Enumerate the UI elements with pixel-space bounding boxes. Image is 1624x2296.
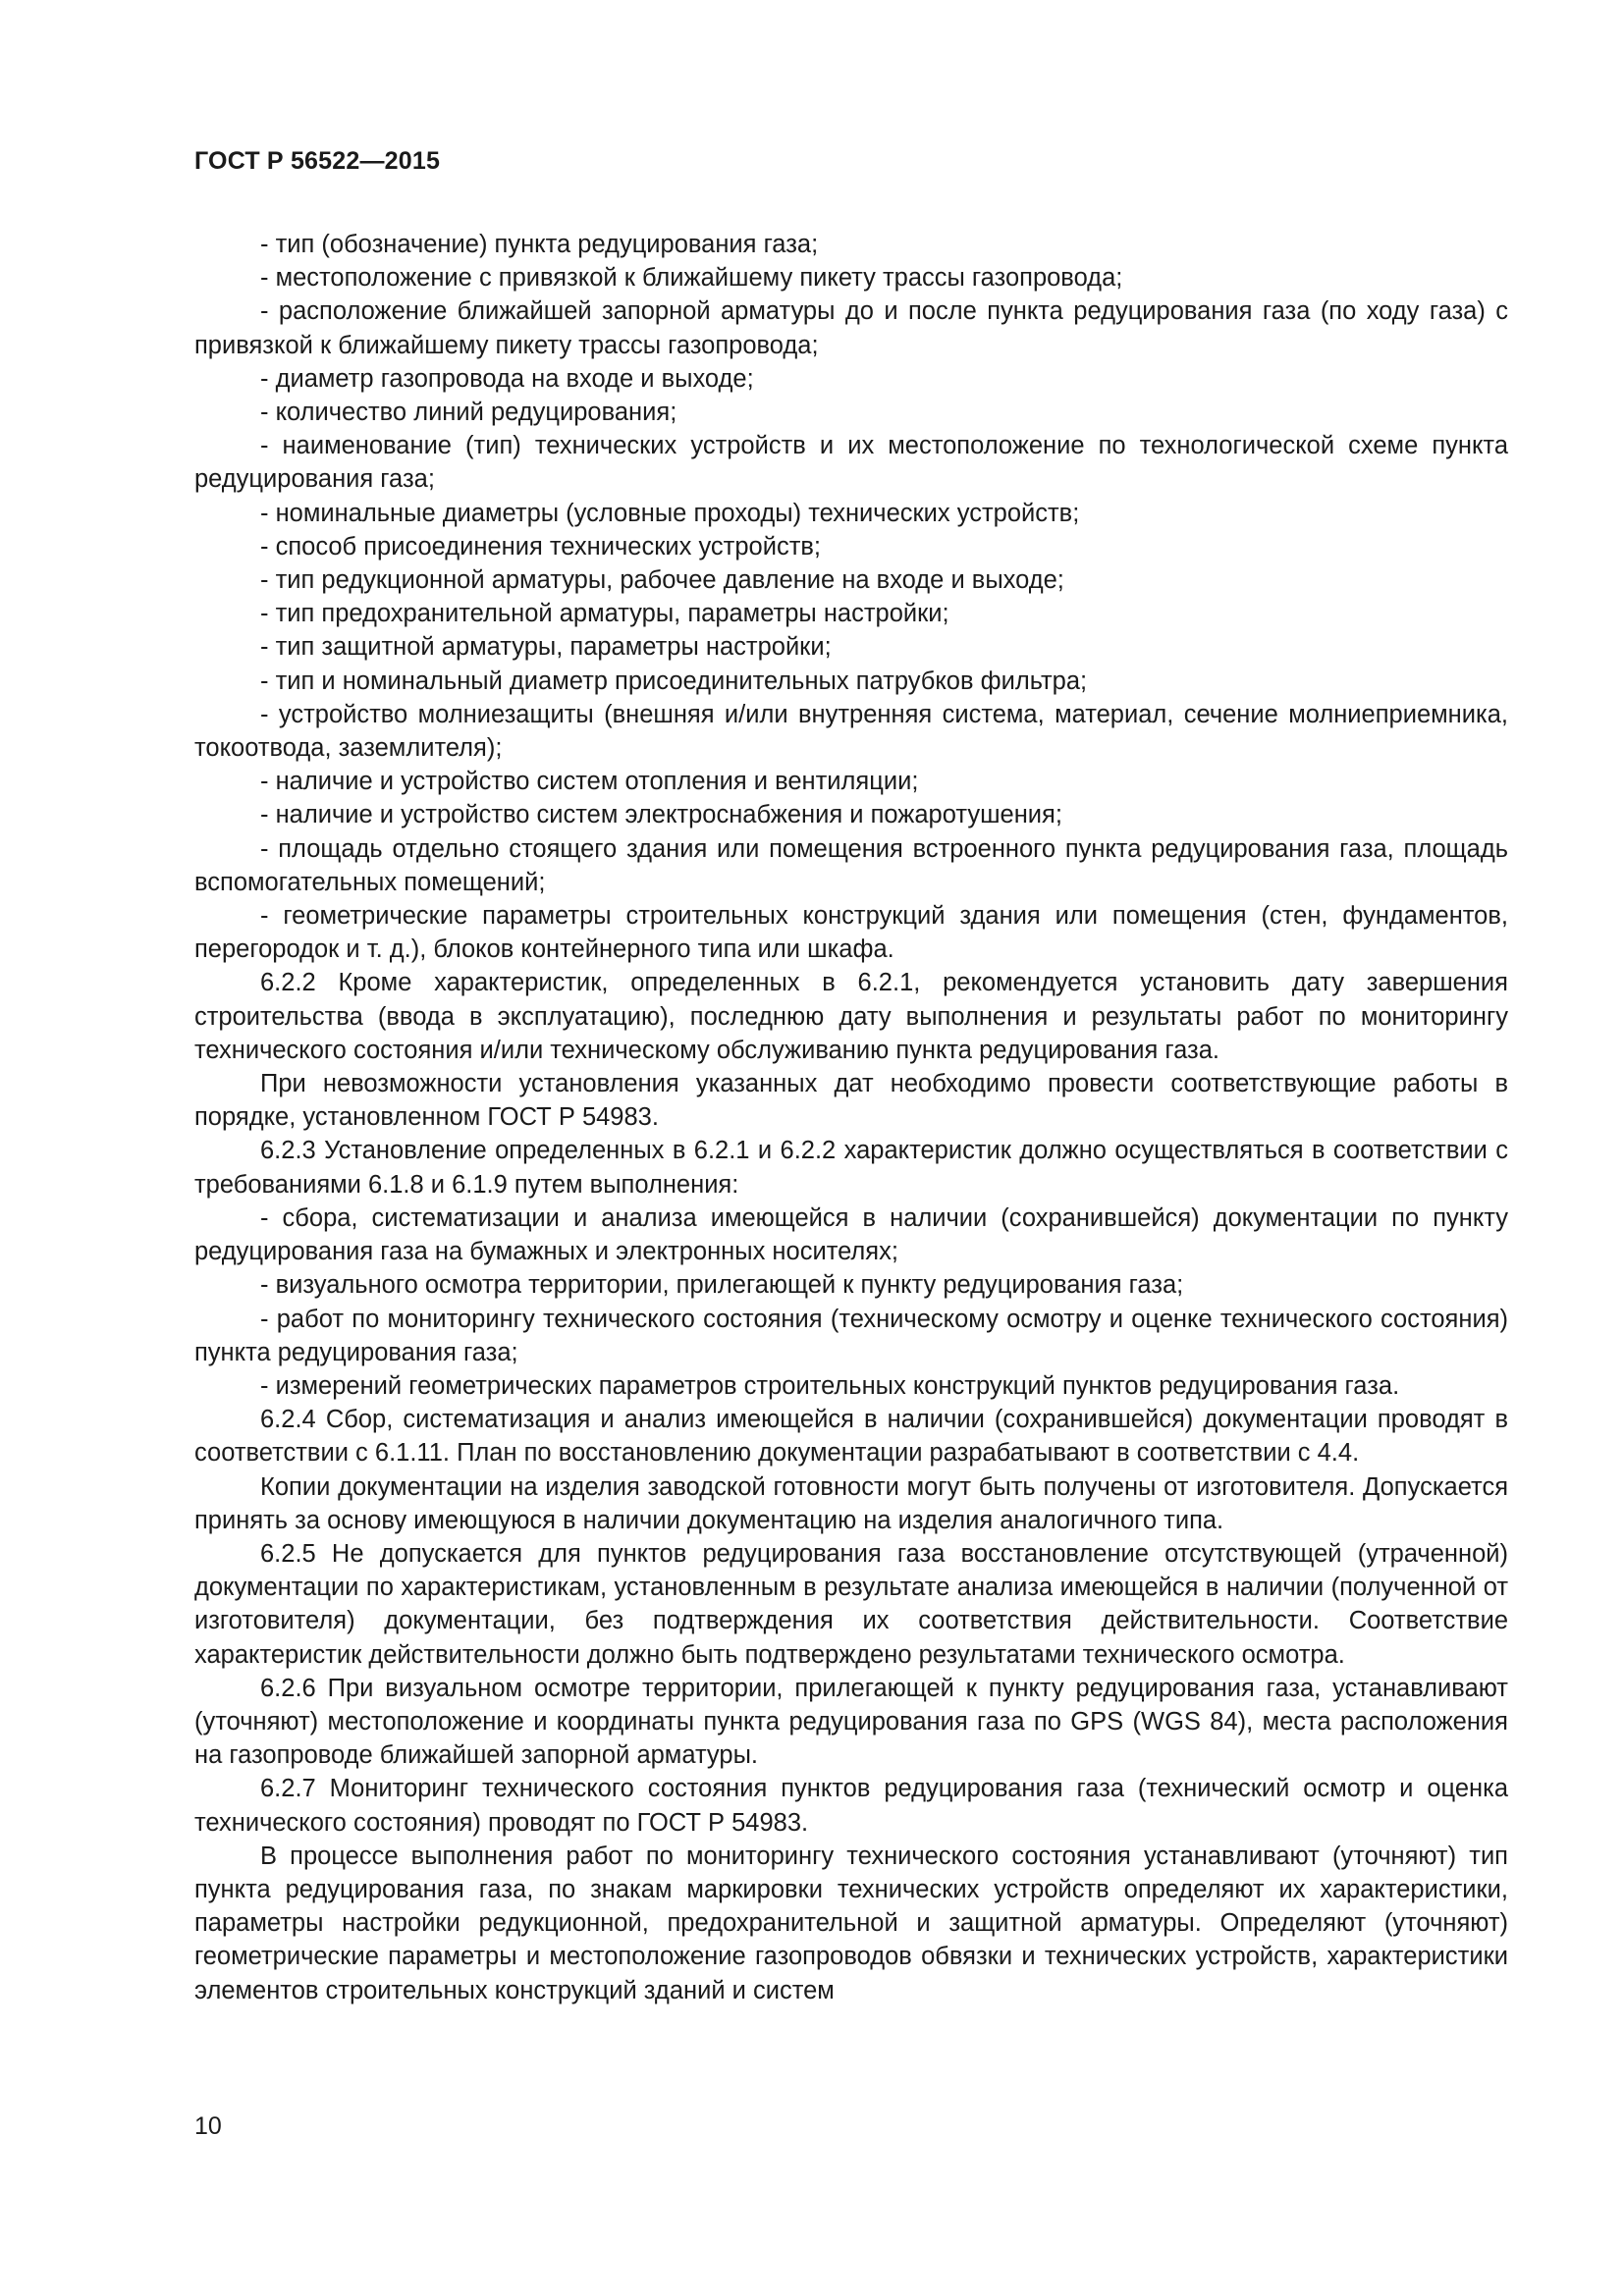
- list-item: - тип защитной арматуры, параметры настройки;: [260, 633, 832, 662]
- list-item: - работ по мониторингу технического состояния (техническому осмотру и оценке технического состояния) пункта редуцирования газа;: [194, 1305, 1508, 1366]
- list-item: - номинальные диаметры (условные проходы) технических устройств;: [260, 499, 1080, 527]
- list-item: - тип (обозначение) пункта редуцирования газа;: [260, 231, 819, 258]
- paragraph: 6.2.2 Кроме характеристик, определенных в 6.2.1, рекомендуется установить дату завершения строительства (ввода в эксплуатацию), последнюю дату выполнения и результаты работ по мониторингу технического состояния и/или техническому обслуживанию пункта редуцирования газа.: [194, 969, 1508, 1064]
- list-item: - площадь отдельно стоящего здания или помещения встроенного пункта редуцирования газа, площадь вспомогательных помещений;: [194, 834, 1508, 896]
- paragraph: Копии документации на изделия заводской готовности могут быть получены от изготовителя. Допускается принять за основу имеющуюся в наличии документацию на изделия аналогичного типа.: [194, 1472, 1508, 1534]
- list-item: - сбора, систематизации и анализа имеющейся в наличии (сохранившейся) документации по пункту редуцирования газа на бумажных и электронных носителях;: [194, 1203, 1508, 1266]
- paragraph: В процессе выполнения работ по мониторингу технического состояния устанавливают (уточняют) тип пункта редуцирования газа, по знакам маркировки технических устройств определяют их характеристики, параметры настройки редукционной, предохранительной и защитной арматуры. Определяют (уточняют) геометрические параметры и местоположение газопроводов обвязки и технических устройств, характеристики элементов строительных конструкций зданий и систем: [194, 1842, 1508, 2004]
- list-item: - устройство молниезащиты (внешняя и/или внутренняя система, материал, сечение молниеприемника, токоотвода, заземлителя);: [194, 700, 1508, 763]
- paragraph: 6.2.6 При визуальном осмотре территории, прилегающей к пункту редуцирования газа, устанавливают (уточняют) местоположение и координаты пункта редуцирования газа по GPS (WGS 84), места расположения на газопроводе ближайшей запорной арматуры.: [194, 1674, 1508, 1770]
- paragraph: 6.2.4 Сбор, систематизация и анализ имеющейся в наличии (сохранившейся) документации проводят в соответствии с 6.1.11. План по восстановлению документации разрабатывают в соответствии с 4.4.: [194, 1406, 1508, 1468]
- list-item: - тип и номинальный диаметр присоединительных патрубков фильтра;: [260, 667, 1088, 695]
- list-item: - местоположение с привязкой к ближайшему пикету трассы газопровода;: [260, 264, 1123, 293]
- page-number: 10: [194, 2112, 222, 2140]
- list-item: - расположение ближайшей запорной арматуры до и после пункта редуцирования газа (по ходу газа) с привязкой к ближайшему пикету трассы газопровода;: [194, 297, 1508, 359]
- paragraph: При невозможности установления указанных дат необходимо провести соответствующие работы в порядке, установленном ГОСТ Р 54983.: [194, 1070, 1508, 1132]
- list-item: - наименование (тип) технических устройств и их местоположение по технологической схеме пункта редуцирования газа;: [194, 432, 1508, 494]
- list-item: - наличие и устройство систем электроснабжения и пожаротушения;: [260, 801, 1062, 829]
- list-item: - тип предохранительной арматуры, параметры настройки;: [260, 600, 949, 628]
- document-body: [194, 228, 1508, 2007]
- list-item: - наличие и устройство систем отопления и вентиляции;: [260, 768, 919, 796]
- document-header: ГОСТ Р 56522—2015: [194, 147, 441, 175]
- list-item: - тип редукционной арматуры, рабочее давление на входе и выходе;: [260, 566, 1064, 595]
- paragraph: 6.2.7 Мониторинг технического состояния пунктов редуцирования газа (технический осмотр и оценка технического состояния) проводят по ГОСТ Р 54983.: [194, 1775, 1508, 1837]
- paragraph: 6.2.5 Не допускается для пунктов редуцирования газа восстановление отсутствующей (утраченной) документации по характеристикам, установленным в результате анализа имеющейся в наличии (полученной от изготовителя) документации, без подтверждения их соответствия действительности. Соответствие характеристик действительности должно быть подтверждено результатами технического осмотра.: [194, 1539, 1508, 1669]
- list-item: - диаметр газопровода на входе и выходе;: [260, 364, 754, 393]
- paragraph: 6.2.3 Установление определенных в 6.2.1 и 6.2.2 характеристик должно осуществляться в соответствии с требованиями 6.1.8 и 6.1.9 путем выполнения:: [194, 1137, 1508, 1199]
- list-item: - количество линий редуцирования;: [260, 399, 677, 427]
- list-item: - способ присоединения технических устройств;: [260, 532, 822, 561]
- list-item: - геометрические параметры строительных конструкций здания или помещения (стен, фундаментов, перегородок и т. д.), блоков контейнерного типа или шкафа.: [194, 902, 1508, 964]
- list-item: - измерений геометрических параметров строительных конструкций пунктов редуцирования газа.: [260, 1371, 1400, 1400]
- list-item: - визуального осмотра территории, прилегающей к пункту редуцирования газа;: [260, 1271, 1184, 1300]
